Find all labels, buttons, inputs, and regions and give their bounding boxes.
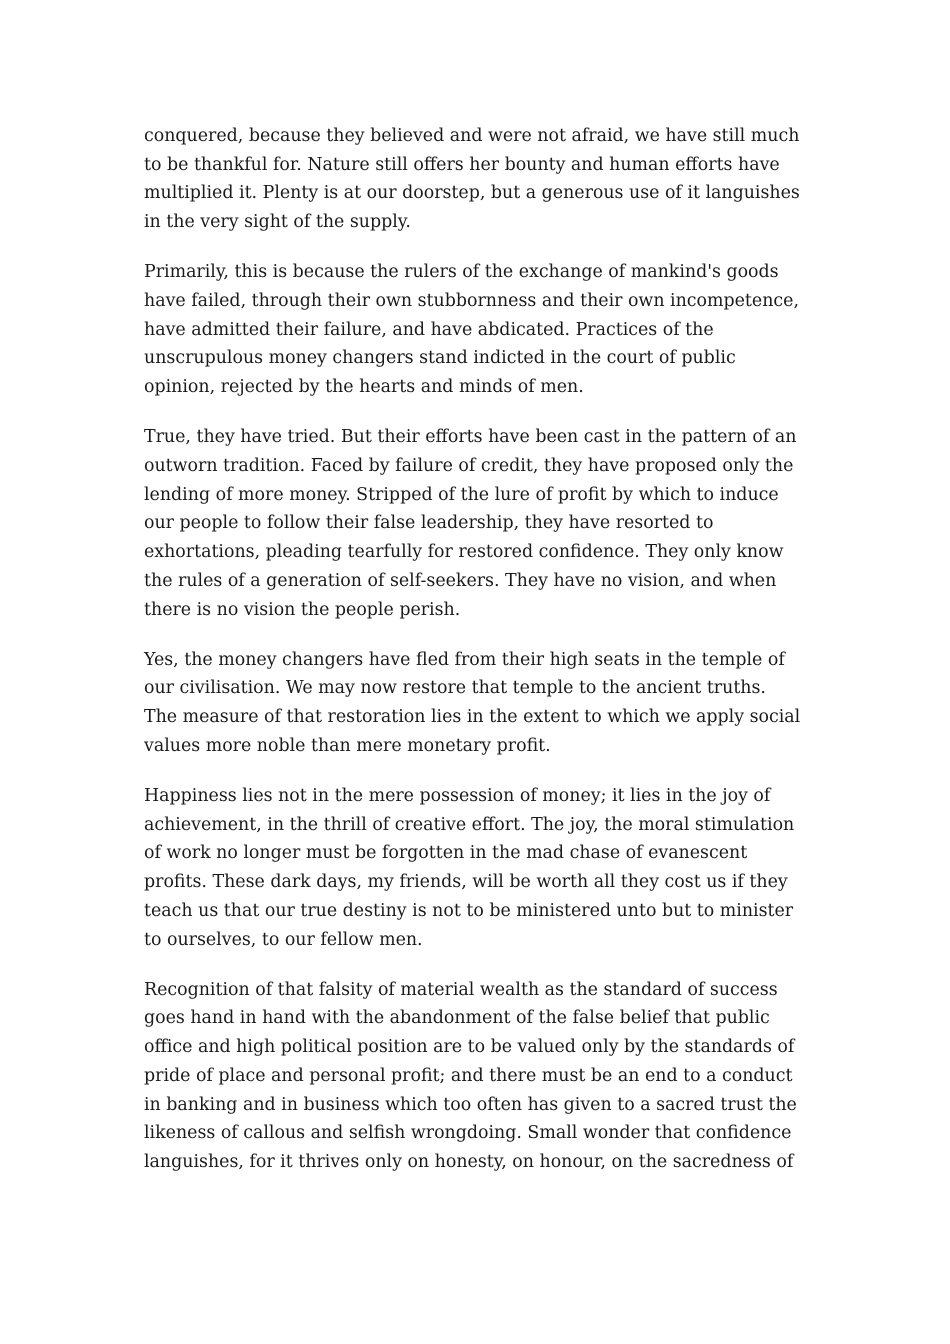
paragraph-1: conquered, because they believed and were not afraid, we have still much to be thankful for. Nature still offers her bounty and human efforts have multiplied it. Plenty is at our doorstep, but a generous use of it languishes in the very sight of the supply.: [144, 126, 800, 233]
document-page: [144, 122, 814, 1198]
paragraph-5: Happiness lies not in the mere possession of money; it lies in the joy of achievement, in the thrill of creative effort. The joy, the moral stimulation of work no longer must be forgotten in the mad chase of evanescent profits. These dark days, my friends, will be worth all they cost us if they teach us that our true destiny is not to be ministered unto but to minister to ourselves, to our fellow men.: [144, 786, 795, 950]
paragraph-4: Yes, the money changers have fled from their high seats in the temple of our civilisation. We may now restore that temple to the ancient truths. The measure of that restoration lies in the extent to which we apply social values more noble than mere monetary profit.: [144, 649, 801, 756]
paragraph-6: Recognition of that falsity of material wealth as the standard of success goes hand in hand with the abandonment of the false belief that public office and high political position are to be valued only by the standards of pride of place and personal profit; and there must be an end to a conduct in banking and in business which too often has given to a sacred trust the likeness of callous and selfish wrongdoing. Small wonder that confidence languishes, for it thrives only on honesty, on honour, on the sacredness of: [144, 979, 797, 1172]
paragraph-3: True, they have tried. But their efforts have been cast in the pattern of an outworn tradition. Faced by failure of credit, they have proposed only the lending of more money. Stripped of the lure of profit by which to induce our people to follow their false leadership, they have resorted to exhortations, pleading tearfully for restored confidence. They only know the rules of a generation of self-seekers. They have no vision, and when there is no vision the people perish.: [144, 427, 797, 620]
paragraph-2: Primarily, this is because the rulers of the exchange of mankind's goods have failed, through their own stubbornness and their own incompetence, have admitted their failure, and have abdicated. Practices of the unscrupulous money changers stand indicted in the court of public opinion, rejected by the hearts and minds of men.: [144, 262, 799, 398]
